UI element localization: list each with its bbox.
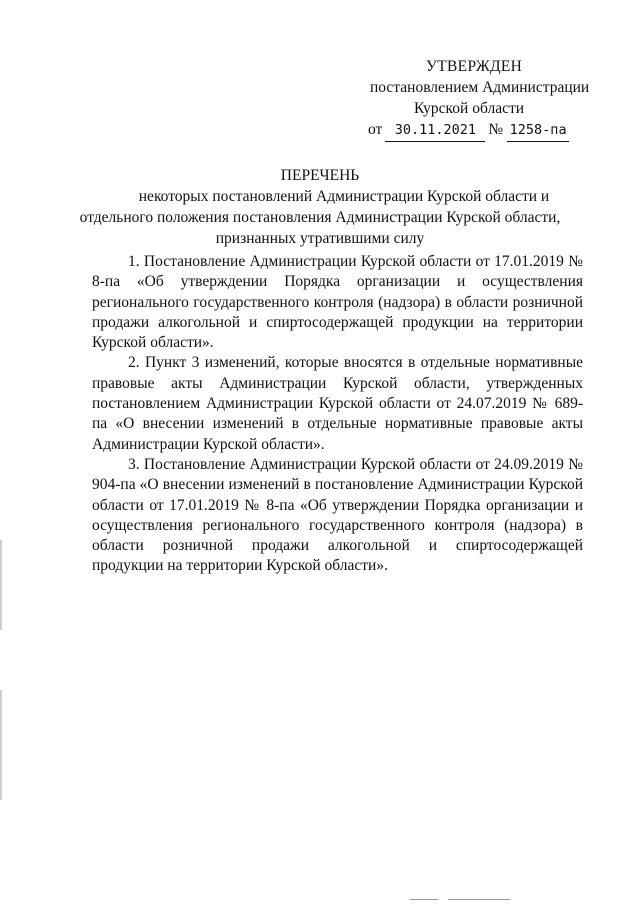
document-body [92, 252, 583, 577]
scan-bottom-mark [448, 899, 510, 900]
scan-edge-mark [0, 690, 2, 800]
document-subtitle-line: признанных утратившими силу [215, 230, 425, 247]
approval-date: 30.11.2021 [385, 120, 485, 142]
approval-date-number-line [340, 119, 600, 142]
document-title-block [0, 165, 640, 249]
list-item: 1. Постановление Администрации Курской области от 17.01.2019 № 8-па «Об утверждении Порядка организации и осуществления регионального государственного контроля (надзора) в области розничной продажи алкогольной и спиртосодержащей продукции на территории Курской области». [92, 253, 583, 352]
approval-heading: УТВЕРЖДЕН [426, 58, 523, 75]
approval-issuer: постановлением Администрации [370, 79, 590, 96]
list-item: 3. Постановление Администрации Курской области от 24.09.2019 № 904-па «О внесении изменений в постановление Администрации Курской области от 17.01.2019 № 8-па «Об утверждении Порядка организации и осуществления регионального государственного контроля (надзора) в области розничной продажи алкогольной и спиртосодержащей продукции на территории Курской области». [92, 455, 583, 575]
scan-edge-mark [0, 540, 2, 630]
document-heading: ПЕРЕЧЕНЬ [280, 167, 360, 184]
approval-number: 1258-па [507, 120, 569, 142]
approval-region: Курской области [414, 100, 525, 117]
list-item: 2. Пункт 3 изменений, которые вносятся в отдельные нормативные правовые акты Администрации Курской области, утвержденных постановлением Администрации Курской области от 24.07.2019 № 689-па «О внесении изменений в отдельные нормативные правовые акты Администрации Курской области». [92, 354, 583, 453]
number-prefix: № [488, 121, 504, 138]
approval-stamp-block [340, 56, 600, 142]
date-prefix: от [368, 121, 383, 138]
document-subtitle-line: некоторых постановлений Администрации Курской области и [138, 188, 550, 205]
scan-bottom-mark [410, 899, 438, 900]
document-subtitle-line: отдельного положения постановления Администрации Курской области, [79, 209, 561, 226]
